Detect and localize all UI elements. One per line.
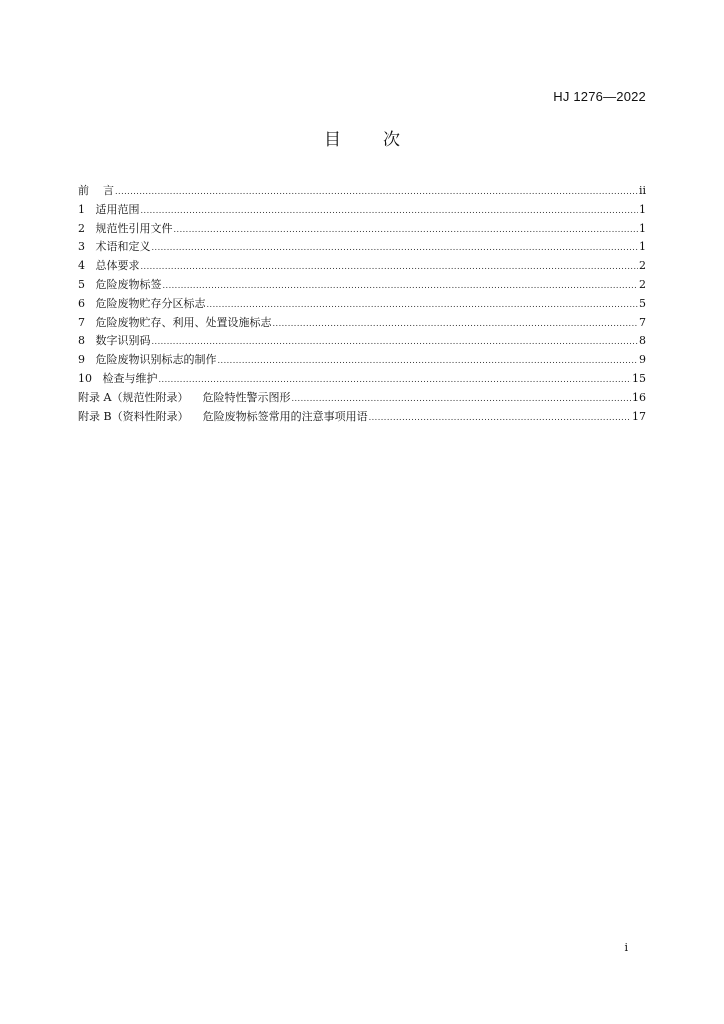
toc-leader-dots <box>152 239 639 258</box>
toc-entry-5[interactable] <box>78 276 646 295</box>
toc-leader-dots <box>207 296 639 315</box>
toc-entry-number: 3 <box>78 240 85 254</box>
toc-entry-title: 数字识别码 <box>95 334 151 348</box>
toc-entry-title: （资料性附录） 危险废物标签常用的注意事项用语 <box>111 409 368 423</box>
toc-entry-number: 附录 A <box>78 390 112 404</box>
toc-entry-number: 6 <box>78 296 85 310</box>
toc-entry-page: 15 <box>632 371 646 385</box>
table-of-contents <box>78 182 646 426</box>
toc-entry-page: 7 <box>639 315 646 329</box>
toc-entry-preface[interactable] <box>78 182 646 201</box>
toc-leader-dots <box>174 221 639 240</box>
toc-entry-page: 2 <box>639 277 646 291</box>
toc-entry-number: 4 <box>78 259 85 273</box>
toc-entry-title: 规范性引用文件 <box>95 221 173 235</box>
toc-entry-10[interactable] <box>78 370 646 389</box>
toc-entry-2[interactable] <box>78 220 646 239</box>
page-number: i <box>624 941 628 954</box>
toc-entry-title: （规范性附录） 危险特性警示图形 <box>111 390 291 404</box>
toc-entry-9[interactable] <box>78 351 646 370</box>
toc-entry-title: 危险废物标签 <box>95 277 162 291</box>
toc-entry-number: 7 <box>78 315 85 329</box>
toc-entry-title: 危险废物贮存分区标志 <box>95 296 206 310</box>
toc-leader-dots <box>115 183 638 202</box>
toc-leader-dots <box>141 258 639 277</box>
toc-entry-appendix-b[interactable] <box>78 408 646 427</box>
toc-title: 目次 <box>324 130 442 150</box>
toc-entry-title: 术语和定义 <box>95 240 151 254</box>
toc-entry-number: 10 <box>78 371 92 385</box>
toc-entry-number: 附录 B <box>78 409 112 423</box>
toc-entry-page: 16 <box>632 390 646 404</box>
toc-entry-number: 5 <box>78 277 85 291</box>
toc-entry-appendix-a[interactable] <box>78 389 646 408</box>
toc-entry-page: 2 <box>639 259 646 273</box>
toc-entry-7[interactable] <box>78 314 646 333</box>
toc-entry-page: 1 <box>639 221 646 235</box>
toc-leader-dots <box>152 333 639 352</box>
toc-entry-1[interactable] <box>78 201 646 220</box>
toc-leader-dots <box>369 409 631 428</box>
toc-leader-dots <box>163 277 639 296</box>
toc-entry-page: 5 <box>639 296 646 310</box>
toc-entry-number: 1 <box>78 202 85 216</box>
toc-entry-title: 适用范围 <box>95 202 140 216</box>
toc-entry-4[interactable] <box>78 257 646 276</box>
toc-leader-dots <box>159 371 632 390</box>
toc-entry-number: 2 <box>78 221 85 235</box>
toc-leader-dots <box>273 315 639 334</box>
toc-leader-dots <box>218 352 639 371</box>
toc-entry-page: 9 <box>639 353 646 367</box>
toc-entry-8[interactable] <box>78 332 646 351</box>
toc-entry-title: 危险废物识别标志的制作 <box>95 353 217 367</box>
toc-entry-page: 1 <box>639 202 646 216</box>
toc-entry-number: 9 <box>78 353 85 367</box>
toc-entry-title: 危险废物贮存、利用、处置设施标志 <box>95 315 272 329</box>
toc-entry-title: 检查与维护 <box>102 371 158 385</box>
toc-entry-number: 8 <box>78 334 85 348</box>
toc-entry-3[interactable] <box>78 238 646 257</box>
toc-entry-page: 8 <box>639 334 646 348</box>
toc-entry-6[interactable] <box>78 295 646 314</box>
toc-leader-dots <box>291 390 631 409</box>
toc-entry-title: 前 言 <box>78 184 114 197</box>
toc-entry-page: ii <box>638 184 646 197</box>
toc-entry-page: 17 <box>632 409 646 423</box>
toc-entry-page: 1 <box>639 240 646 254</box>
standard-code: HJ 1276—2022 <box>553 89 646 104</box>
toc-entry-title: 总体要求 <box>95 259 140 273</box>
toc-leader-dots <box>141 202 639 221</box>
